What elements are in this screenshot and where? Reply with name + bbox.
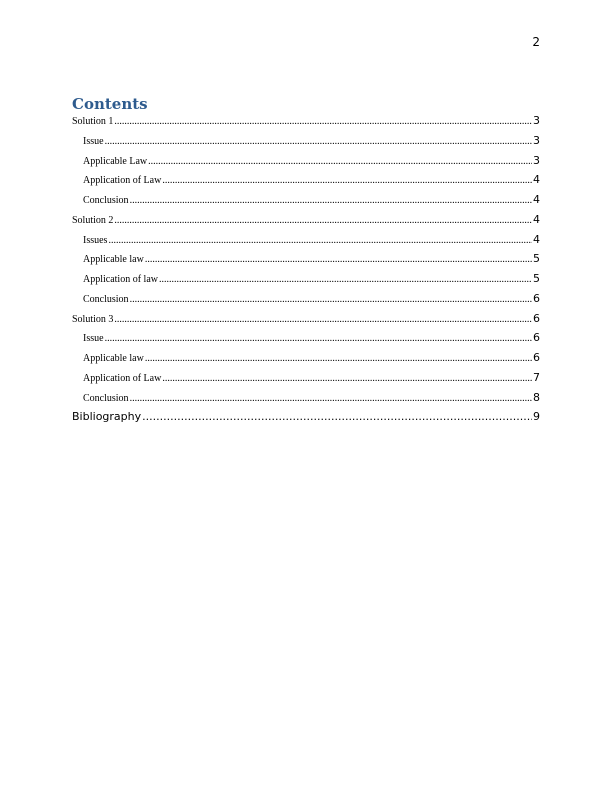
toc-entry-page: 4 [533,232,540,246]
toc-dot-leader [105,136,532,147]
toc-entry-page: 5 [533,252,540,266]
toc-entry-page: 6 [533,291,540,305]
toc-entry-page: 9 [533,410,540,424]
toc-entry-application-of-law[interactable] [72,371,540,391]
toc-entry-title: Application of law [83,274,158,285]
toc-entry-applicable-law[interactable] [72,252,540,272]
toc-dot-leader [114,314,532,325]
toc-dot-leader [148,156,532,167]
table-of-contents [72,114,540,430]
toc-entry-title: Conclusion [83,293,129,305]
toc-entry-title: Solution 1 [72,116,114,127]
toc-dot-leader [145,353,532,364]
toc-entry-bibliography[interactable] [72,410,540,430]
toc-entry-conclusion[interactable] [72,193,540,213]
toc-entry-page: 4 [533,173,540,187]
toc-entry-page: 8 [533,390,540,404]
toc-entry-page: 6 [533,351,540,364]
toc-entry-title: Solution 3 [72,313,114,325]
toc-entry-title: Issue [83,135,104,147]
toc-entry-application-of-law[interactable] [72,173,540,193]
toc-entry-title: Issue [83,333,104,345]
toc-entry-conclusion[interactable] [72,292,540,312]
toc-entry-page: 3 [533,114,540,127]
toc-entry-title: Applicable law [83,254,144,266]
toc-entry-solution-1[interactable] [72,114,540,134]
toc-entry-title: Applicable law [83,353,144,364]
toc-dot-leader [105,333,532,344]
toc-entry-page: 3 [533,133,540,147]
toc-dot-leader [159,274,532,285]
toc-entry-page: 4 [533,193,540,206]
toc-entry-issue[interactable] [72,134,540,154]
toc-entry-title: Application of Law [83,175,162,187]
toc-entry-title: Solution 2 [72,214,114,226]
toc-entry-title: Conclusion [83,195,129,206]
toc-entry-solution-2[interactable] [72,213,540,233]
toc-entry-page: 6 [533,311,540,325]
toc-entry-title: Issues [83,234,108,246]
toc-entry-page: 5 [533,272,540,285]
toc-entry-conclusion[interactable] [72,391,540,411]
toc-entry-applicable-law[interactable] [72,351,540,371]
toc-dot-leader [114,116,532,127]
toc-entry-title: Application of Law [83,372,162,384]
toc-dot-leader [162,175,532,186]
toc-dot-leader [130,294,532,305]
toc-entry-page: 4 [533,212,540,226]
toc-entry-title: Conclusion [83,392,129,404]
toc-entry-page: 7 [533,370,540,384]
toc-entry-solution-3[interactable] [72,312,540,332]
toc-dot-leader [130,393,532,404]
toc-dot-leader [142,410,532,423]
toc-heading: Contents [72,95,148,113]
toc-entry-issues[interactable] [72,233,540,253]
toc-entry-applicable-law[interactable] [72,154,540,174]
toc-entry-page: 6 [533,331,540,345]
toc-entry-title: Bibliography [72,410,142,424]
toc-dot-leader [130,195,532,206]
toc-entry-application-of-law[interactable] [72,272,540,292]
toc-entry-title: Applicable Law [83,155,148,167]
page-number: 2 [532,35,540,49]
toc-entry-page: 3 [533,153,540,167]
toc-dot-leader [114,215,532,226]
toc-dot-leader [145,254,532,265]
toc-dot-leader [162,373,532,384]
toc-dot-leader [108,235,532,246]
toc-entry-issue[interactable] [72,331,540,351]
